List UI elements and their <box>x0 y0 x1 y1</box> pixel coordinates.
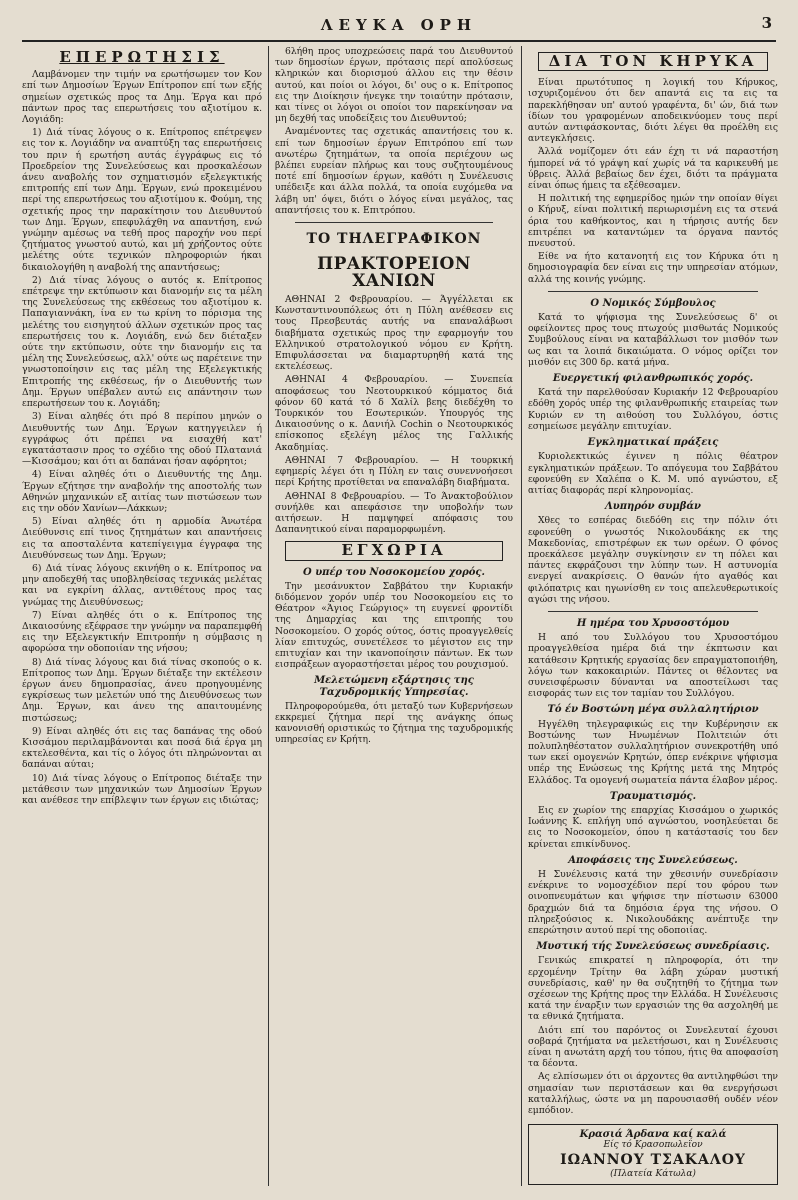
article-paragraph: Λαμβάνομεν την τιμήν να ερωτήσωμεν τον Κον επί των Δημοσίων Έργων Επίτροπον επί των εξής σημείων σχετικώς προς τα Δημ. Έργα και πρό πάντων προς τας επερωτήσεις του αξιοτίμου κ. Λογιάδη: <box>22 69 262 126</box>
article-paragraph: Η πολιτική της εφημερίδος ημών την οποίαν θίγει ο Κήρυξ, είναι πολιτική περιωρισμένη εις τα στενά όρια του καθήκοντος, και η τήρησις αυτής δεν επιτρέπει να καταντώμεν τα όργανα παντός πνευστού. <box>528 193 778 250</box>
sad-event-text: Χθες το εσπέρας διεδόθη εις την πόλιν ότι εφονεύθη ο γνωστός Νικολουδάκης εκ της Μακεδονίας, επιστρέφων εκ των ορέων. Ο φόνος προεκάλεσε μεγάλην συγκίνησιν εν τη πόλει και πάντες εκφράζουσι την λύπην των. Η αστυνομία ενεργεί ανακρίσεις. Ο θανών ήτο αγαθός και φιλόπατρις και ηγωνίσθη εν τοις απελευθερωτικοίς αγώσι της νήσου. <box>528 515 778 605</box>
article-paragraph: Αναμένοντες τας σχετικάς απαντήσεις του κ. επί των δημοσίων έργων Επιτρόπου επί των ανωτέρω ζητημάτων, τα οποία περιέχουν ως βλέπει ευρείαν πλήρως και τους συζητουμένους ποτέ επί δημοσίων έργων, καθότι η Συνέλευσις υπέδειξε και άλλα πολλά, τα οποία ευχόμεθα να λάβη υπ' όψει, διότι ο λόγος είναι μεγάλος, τας απαντήσεις του κ. Επιτρόπου. <box>275 126 513 216</box>
boston-heading: Τό έν Βοστώνη μέγα συλλαλητήριον <box>547 704 759 716</box>
ad-line-2: Είς τό Κρασοπωλεΐον <box>603 1140 703 1151</box>
ad-location: (Πλατεία Κάτωλα) <box>610 1168 696 1179</box>
article-body-eperotisis <box>22 69 262 806</box>
article-paragraph: 7) Είναι αληθές ότι ο κ. Επίτροπος της Δικαιοσύνης εξέφρασε την γνώμην να παραπεμφθή εις την Εξελεγκτικήν Επιτροπήν η σύμβασις η αφορώσα την οδοποιίαν της νήσου; <box>22 609 262 655</box>
article-paragraph: 4) Είναι αληθές ότι ο Διευθυντής της Δημ. Έργων εζήτησε την αναβολήν της αποστολής των Αθηνών μηχανικών εξ αιτίας των πιστώσεων των εις την οδόν Χανίων—Λάκκων; <box>22 469 262 514</box>
trauma-heading: Τραυματισμός. <box>609 790 697 802</box>
article-paragraph: Είθε να ήτο κατανοητή εις τον Κήρυκα ότι η δημοσιογραφία δεν είναι εις την υπηρεσίαν ατόμων, αλλά της κοινής γνώμης. <box>528 251 778 285</box>
article-paragraph: 5) Είναι αληθές ότι η αρμοδία Άνωτέρα Διεύθυνσις επί τινος ζητημάτων και απαντήσεις εις τα αποσταλέντα κατεπίγειγμα έγγραφα της Διευθύνσεως των Δημ. Έργων; <box>22 516 262 561</box>
crimes-heading: Εγκληματικαί πράξεις <box>587 437 719 449</box>
postal-service-heading: Μελετώμενη εξάρτησις της Ταχυδρομικής Υπηρεσίας. <box>314 675 474 698</box>
article-continuation <box>275 46 513 216</box>
egxoria-heading: ΕΓΧΩΡΙΑ <box>285 541 503 560</box>
article-paragraph: 3) Είναι αληθές ότι πρό 8 περίπου μηνών ο Διευθυντής των Δημ. Έργων κατηγγειλεν ή εγγράφως ότι πρέπει να εισαχθή κατ' εγκατάστασιν προς το σχέδιο της οδού Πλατανιά—Κισσάμου; και ότι αι δαπάναι ήσαν αφόρητοι; <box>22 411 262 468</box>
chrysostom-heading: Η ημέρα του Χρυσοστόμου <box>576 617 730 629</box>
hospital-dance-heading: Ο υπέρ του Νοσοκομείου χορός. <box>303 566 485 578</box>
charity-dance-heading: Ευεργετική φιλανθρωπικός χορός. <box>552 373 754 385</box>
assembly-heading: Αποφάσεις της Συνελεύσεως. <box>568 854 738 866</box>
legal-advisor-text: Κατά το ψήφισμα της Συνελεύσεως δ' οι οφείλοντες προς τους πτωχούς μισθωτάς Νομικούς Συμβούλους είναι να καταβάλλωσι τον μισθόν των ως και τα λοιπά δικαιώματα. Ο νόμος ορίζει τον μισθόν εις 300 δρ. κατά μήνα. <box>528 312 778 368</box>
article-paragraph: 10) Διά τίνας λόγους ο Επίτροπος διέταξε την μετάθεσιν των μηχανικών των Δημοσίων Έργων και ανέθεσε την επίβλεψιν των έργων εις ιδιώτας; <box>22 772 262 806</box>
column-divider <box>521 46 522 1186</box>
article-paragraph: 2) Διά τίνας λόγους ο αυτός κ. Επίτροπος επέτρεψε την εκτύπωσιν και διανομήν εις τα μέλη της Συνελεύσεως της εκθέσεως του αξιοτίμου κ. Παπαγιαννάκη, ίνα εν τω κρίνη το πόρισμα της μελέτης του εισηγητού άλλων σχετικών προς τας επερωτήσεις του κ. Λογιάδη, ενώ δεν διέταξεν ούτε την εκτύπωσιν, ούτε την διανομήν εις τα μέλη της Συνελεύσεως, αλλ' ούτε ως παρέτεινε την γνωστοποίησιν εις τας μέλη της Εξελεγκτικής Επιτροπής της εκθέσεως, ήν ο Διευθυντής των Δημ. Έργων υπέβαλεν αυτώ εις απάντησιν των επερωτήσεων του κ. Λογιάδη; <box>22 274 262 410</box>
legal-advisor-heading: Ο Νομικός Σύμβουλος <box>590 297 716 309</box>
article-paragraph: 1) Διά τίνας λόγους ο κ. Επίτροπος επέτρεψεν εις τον κ. Λογιάδην να αναπτύξη τας επερωτήσεις του πριν ή ερωτήση αυτάς έγγράφως εις τό Προεδρείον της Συνελεύσεως και προσκαλέσων άνευ αναβολής τον σχηματισμόν εξελεγκτικής επιτροπής επί των Δημ. Έργων, ενώ προκειμένου περί της επερωτήσεως του αξιοτίμου κ. Φούμη, της σχετικής προς την παρακίτησιν του Διευθυντού των Δημ. Έργων, επεφυλάχθη να απαντήση, ενώ γνώμην αμέσως να τεθή προς παροχήν νου περί ζητήματος γνωστού αυτώ, και μή χρήζοντος ούτε μελέτης ούτε τεχνικών πληροφοριών ήκαι δικαιολογήθη η αναβολή της απαντήσεως; <box>22 127 262 273</box>
wine-shop-ad <box>528 1124 778 1185</box>
page-number: 3 <box>761 14 772 32</box>
telegraph-heading-2: ΠΡΑΚΤΟΡΕΙΟΝ ΧΑΝΙΩΝ <box>317 254 471 292</box>
telegraph-heading: ΤΟ ΤΗΛΕΓΡΑΦΙΚΟΝ <box>306 231 482 248</box>
divider <box>548 291 758 292</box>
boston-text: Ηγγέλθη τηλεγραφικώς εις την Κυβέρνησιν εκ Βοστώνης των Ηνωμένων Πολιτειών ότι πολυπληθέστατον συλλαλητήριον συνεκροτήθη υπό των εκεί ομογενών Κρητών, όπερ ενέκρινε ψήφισμα υπέρ της Ενώσεως της Κρήτης μετά της Μητρός Ελλάδος. Τα ομογενή σωματεία πάντα έλαβον μέρος. <box>528 718 778 786</box>
article-paragraph: 9) Είναι αληθές ότι εις τας δαπάνας της οδού Κισσάμου περιλαμβάνονται και ποσά διά έργα μη εκτελεσθέντα, και τίς ο λόγος ότι πληρώνονται αι δαπάναι αύται; <box>22 725 262 771</box>
masthead <box>22 10 776 42</box>
article-paragraph: Άλλά νομίζομεν ότι εάν έχη τι νά παραστήση ήμπορεί νά τό γράψη καί χωρίς νά τα καρικευθή με ύβρεις. Άλλά βεβαίως δεν έχει, διότι τα πράγματα είναι όπως ήμεις τα εξέθεσαμεν. <box>528 146 778 192</box>
charity-dance-text: Κατά την παρελθούσαν Κυριακήν 12 Φεβρουαρίου εδόθη χορός υπέρ της φιλανθρωπικής εταιρείας των Κυριών εν τη αιθούση του Συλλόγου, όστις εσημείωσε μεγάλην επιτυχίαν. <box>528 387 778 432</box>
assembly-text: Η Συνέλευσις κατά την χθεσινήν συνεδρίασιν ενέκρινε το νομοσχέδιον περί του φόρου των οινοπνευμάτων και ψήφισε την πίστωσιν 63000 δραχμών διά τα δημόσια έργα της νήσου. Ο πληρεξούσιος κ. Νικολουδάκης ανέπτυξε την επερώτησιν αυτού περί της οδοποιίας. <box>528 869 778 937</box>
column-3 <box>528 46 778 1186</box>
article-paragraph: 8) Διά τίνας λόγους και διά τίνας σκοπούς ο κ. Επίτροπος των Δημ. Έργων διέταξε την εκτέλεσιν έργων άνευ δημοπρασίας, άνευ προηγουμένης εγκρίσεως των μελετών υπό της Διευθύνσεως των Δημ. Έργων, και άνευ της απαιτουμένης πιστώσεως; <box>22 656 262 724</box>
ad-line-1: Κρασιά Άρδανα καί καλά <box>579 1129 727 1141</box>
chrysostom-text: Η από του Συλλόγου του Χρυσοστόμου προαγγελθείσα ημέρα διά την έκπτωσιν και κατάθεσιν Κρητικής εργασίας δεν επραγματοποιήθη, λόγω των κακοκαιριών. Πάντες οι θέλοντες να συνεισφέρωσιν δύνανται να αποστείλωσι τας εισφοράς των εις τον ταμίαν του Συλλόγου. <box>528 632 778 700</box>
secret-session-heading: Μυστική τής Συνελεύσεως συνεδρίασις. <box>536 941 770 953</box>
sad-event-heading: Λυπηρόν συμβάν <box>605 501 701 513</box>
telegram-item: ΑΘΗΝΑΙ 8 Φεβρουαρίου. — Το Άνακτοβούλιον συνήλθε και απεφάσισε την υποβολήν των αιτήσεων. Η παμψηφεί απόφασις του Δαπανητικού είναι παραμορφωμένη. <box>275 490 513 536</box>
newspaper-title: ΛΕΥΚΑ ΟΡΗ <box>320 16 478 34</box>
keryka-heading: ΔΙΑ ΤΟΝ ΚΗΡΥΚΑ <box>538 52 768 71</box>
column-divider <box>268 46 269 1186</box>
telegram-item: ΑΘΗΝΑΙ 7 Φεβρουαρίου. — Η τουρκική εφημερίς λέγει ότι η Πύλη εν ταις συνεννοήσεσι περί Κρήτης προτίθεται να επαναλάβη διαβήματα. <box>275 454 513 489</box>
secret-session-text: Γενικώς επικρατεί η πληροφορία, ότι την ερχομένην Τρίτην θα λάβη χώραν μυστική συνεδρίασις, καθ' ην θα συζητηθή το ζήτημα των σχέσεων της Κρήτης προς την Ελλάδα. Η Συνέλευσις κατά την έναρξιν των εργασιών της θα ασχοληθή με τα εθνικά ζητήματα. <box>528 955 778 1023</box>
divider <box>295 222 493 223</box>
keryka-body <box>528 77 778 285</box>
divider <box>548 611 758 612</box>
telegram-item: ΑΘΗΝΑΙ 4 Φεβρουαρίου. — Συνεπεία αποφάσεως του Νεοτουρκικού κόμματος διά φόνον 60 κατά τό δ Χαλίλ βεης διεδέχθη το Τουρκικόν του Εσωτερικών. Υπουργός της Δικαιοσύνης ο κ. Δανιήλ Cochin ο Νεοτουρκικός επίσκοπος εξελέγη μέλος της Γαλλικής Ακαδημίας. <box>275 374 513 453</box>
telegram-item: ΑΘΗΝΑΙ 2 Φεβρουαρίου. — Άγγέλλεται εκ Κωνσταντινουπόλεως ότι η Πύλη ανέθεσεν εις τους Πρεσβευτάς αυτής να επαναλάβωσι διαβήματα σχετικώς προς την εφαρμογήν του Ελληνικού στρατολογικού νόμου εν Κρήτη. Επιφυλάσσεται να διαμαρτυρηθή κατά της εκτελέσεως. <box>275 294 513 373</box>
article-heading-eperotisis: ΕΠΕΡΩΤΗΣΙΣ <box>59 48 225 66</box>
postal-service-text: Πληροφορούμεθα, ότι μεταξύ των Κυβερνήσεων εκκρεμεί ζήτημα περί της ανάγκης όπως κανονισθή οριστικώς το ζήτημα της ταχυδρομικής υπηρεσίας εν Κρήτη. <box>275 700 513 746</box>
article-paragraph: 6λήθη προς υποχρεώσεις παρά του Διευθυντού των δημοσίων έργων, πρότασις περί απολύσεως κληρικών και διορισμού άλλου εις την θέσιν αυτού, και ποίοι οι λόγοι, δι' ους ο κ. Επίτροπος εις την Διοίκησιν ήνεγκε την τοιαύτην πρότασιν, και τίνες οι λόγοι οι οποίοι τον παρεκίνησαν να μη δεχθή τας υποδείξεις του Διευθυντού; <box>275 46 513 125</box>
telegram-list <box>275 294 513 535</box>
crimes-text: Κυριολεκτικώς έγινεν η πόλις θέατρον εγκληματικών πράξεων. Το απόγευμα του Σαββάτου εφονεύθη εν Χαλέπα ο Κ. Μ. υπό αγνώστου, εξ αιτίας διαφοράς περί κληρονομίας. <box>528 451 778 496</box>
continuation-text: Διότι επί του παρόντος οι Συνελευταί έχουσι σοβαρά ζητήματα να μελετήσωσι, και η Συνέλευσις είναι η ανωτάτη αρχή του τόπου, ήτις θα αποφασίση τα δέοντα. <box>528 1024 778 1070</box>
column-2 <box>275 46 513 1186</box>
continuation-text-2: Ας ελπίσωμεν ότι οι άρχοντες θα αντιληφθώσι την σημασίαν των περιστάσεων και θα ενεργήσωσι καταλλήλως, ώστε να μη παρουσιασθή ουδέν νέον εμπόδιον. <box>528 1071 778 1117</box>
hospital-dance-text: Την μεσάνυκτον Σαββάτου την Κυριακήν διδόμενον χορόν υπέρ του Νοσοκομείου εις το Θέατρον «Άγιος Γεώργιος» τη ευγενεί φροντίδι της Δημαρχίας και της επιτροπής του Νοσοκομείου. Ο χορός ούτος, όστις προαγγελθείς λίαν επιτυχώς, συνετέλεσε το μέγιστον εις την επιτυχίαν και την ικανοποίησιν πάντων. Εκ των εισπράξεων αγοραστήσεται μέρος του ρουχισμού. <box>275 580 513 671</box>
article-paragraph: Είναι πρωτότυπος η λογική του Κήρυκος, ισχυριζομένου ότι δεν απαντά εις τα εις τα παρεκλήθησαν υπ' αυτού γραφέντα, δι' ών, διά των ίδίων του γραφομένων αποδεικνύομεν τους περί αυτών αντιφάσκοντας, διότι λέγει θα προέλθη εις αντεγκλήσεις. <box>528 77 778 145</box>
article-paragraph: 6) Διά τίνας λόγους εκινήθη ο κ. Επίτροπος να μην αποδεχθή τας υποβληθείσας τεχνικάς μελέτας και να εγκρίνη άλλας, αντιθέτους προς τας γνώμας της Διευθύνσεως; <box>22 562 262 608</box>
trauma-text: Εις εν χωρίον της επαρχίας Κισσάμου ο χωρικός Ιωάννης Κ. επλήγη υπό αγνώστου, νοσηλεύεται δε εις το Νοσοκομείον, όπου η κατάστασίς του δεν κρίνεται επικίνδυνος. <box>528 804 778 850</box>
column-1 <box>22 46 262 1186</box>
ad-owner-name: ΙΩΑΝΝΟΥ ΤΣΑΚΑΛΟΥ <box>560 1151 746 1168</box>
